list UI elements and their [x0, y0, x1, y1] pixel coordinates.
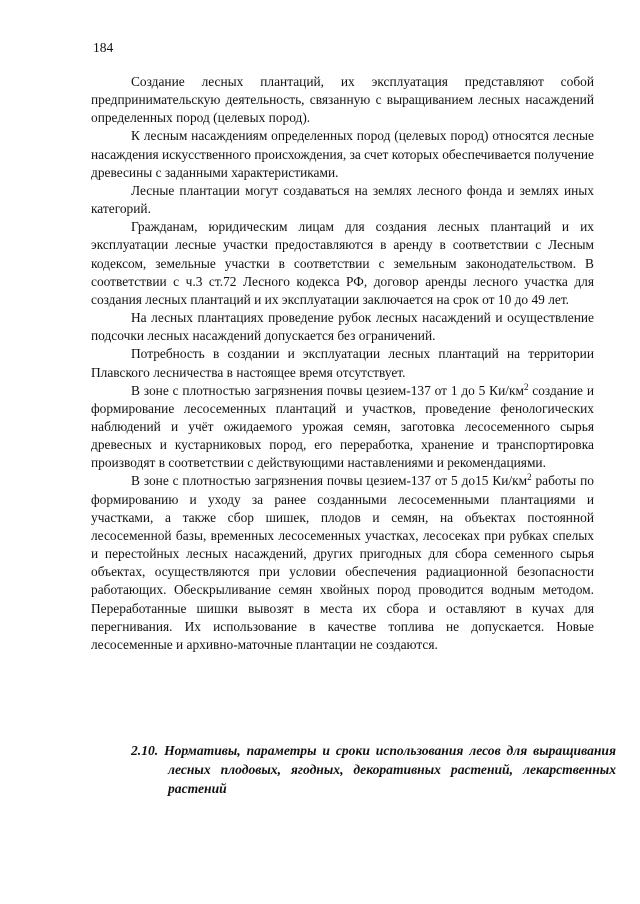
paragraph: Лесные плантации могут создаваться на землях лесного фонда и землях иных категорий.: [91, 182, 594, 217]
paragraph: К лесным насаждениям определенных пород (целевых пород) относятся лесные насаждения искусственного происхождения, за счет которых обеспечивается получение древесины с заданными характеристиками.: [91, 128, 594, 180]
section-heading: 2.10. Нормативы, параметры и сроки использования лесов для выращивания лесных плодовых, ягодных, декоративных растений, лекарственных растений: [131, 743, 616, 796]
paragraph: Потребность в создании и эксплуатации лесных плантаций на территории Плавского лесничества в настоящее время отсутствует.: [91, 346, 594, 380]
paragraph: [91, 382, 594, 473]
paragraph: [91, 472, 594, 654]
page-number: 184: [93, 40, 114, 55]
superscript: 2: [523, 381, 529, 392]
paragraph: Гражданам, юридическим лицам для создания лесных плантаций и их эксплуатации лесные участки предоставляются в аренду в соответствии с Лесным кодексом, земельные участки в соответствии с земельным законодательством. В соответствии с ч.3 ст.72 Лесного кодекса РФ, договор аренды лесного участка для создания лесных плантаций и их эксплуатации заключается на срок от 10 до 49 лет.: [91, 219, 594, 307]
paragraph: На лесных плантациях проведение рубок лесных насаждений и осуществление подсочки лесных насаждений допускается без ограничений.: [91, 310, 594, 344]
paragraph: Создание лесных плантаций, их эксплуатация представляют собой предпринимательскую деятельность, связанную с выращиванием лесных насаждений определенных пород (целевых пород).: [91, 74, 594, 126]
paragraph-text-end: работы по формированию и уходу за ранее созданными лесосеменными плантациями и участками, а также сбор шишек, плодов и семян, на объектах постоянной лесосеменной базы, временных лесосеменных участках, лесосеках при рубках спелых и перестойных лесных насаждений, других пригодных для сбора семенного сырья объектах, осуществляются при условии обеспечения радиационной безопасности работающих. Обескрыливание семян хвойных пород проводится водным методом. Переработанные шишки вывозят в места их сбора и оставляют в кучах для перегнивания. Их использование в качестве топлива не допускается. Новые лесосеменные и архивно-маточные плантации не создаются.: [91, 473, 594, 652]
body-text: [91, 73, 594, 654]
paragraph-text-end: создание и формирование лесосеменных плантаций и участков, проведение фенологических наблюдений и учёт ожидаемого урожая семян, заготовка лесосеменного сырья древесных и кустарниковых пород, его переработка, хранение и транспортировка производят в соответствии с действующими наставлениями и рекомендациями.: [91, 382, 594, 471]
superscript: 2: [527, 472, 532, 483]
paragraph-text-start: В зоне с плотностью загрязнения почвы цезием-137 от 5 до15 Ки/км: [131, 473, 528, 489]
paragraph-text-start: В зоне с плотностью загрязнения почвы цезием-137 от 1 до 5 Ки/км: [131, 382, 524, 398]
